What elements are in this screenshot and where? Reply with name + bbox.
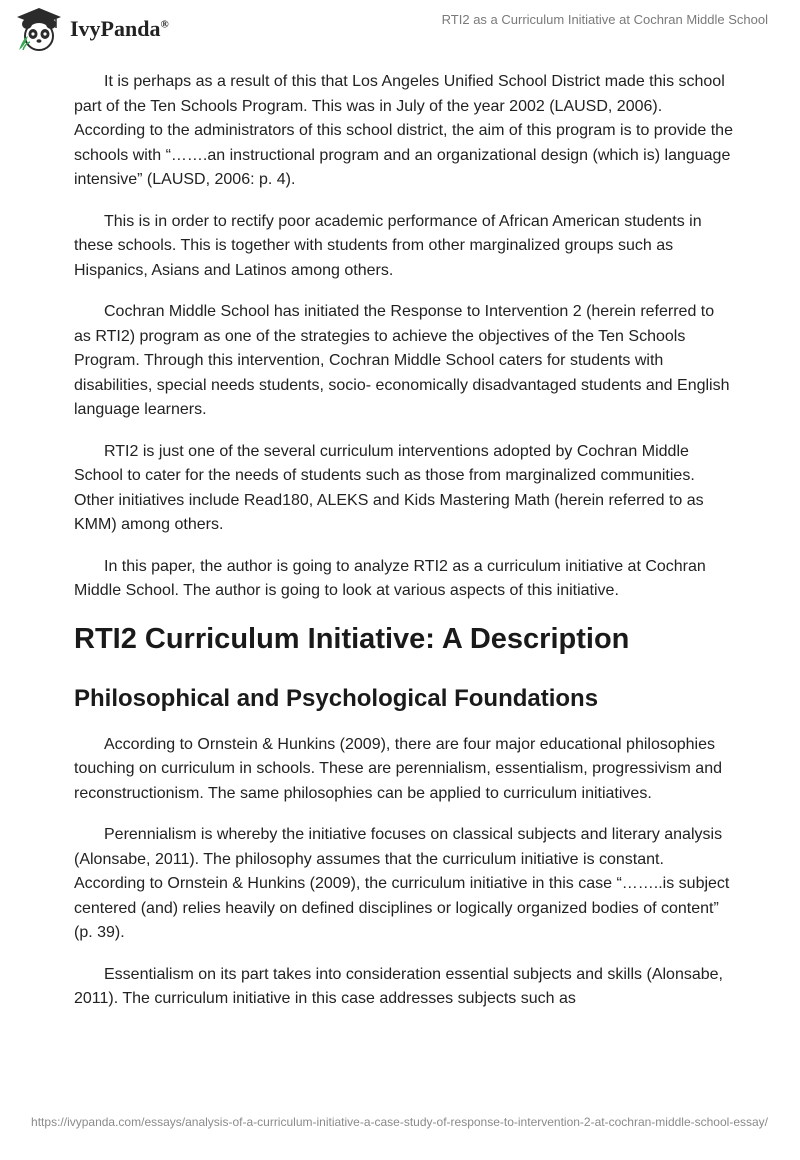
document-title: RTI2 as a Curriculum Initiative at Cochran Middle School xyxy=(441,12,768,27)
paragraph: In this paper, the author is going to analyze RTI2 as a curriculum initiative at Cochran Middle School. The author is going to look at various aspects of this initiative. xyxy=(74,557,706,599)
ivypanda-logo[interactable] xyxy=(14,6,169,52)
page-header xyxy=(0,0,800,60)
section-heading: RTI2 Curriculum Initiative: A Description xyxy=(74,622,630,655)
paragraph: RTI2 is just one of the several curriculum interventions adopted by Cochran Middle School to cater for the needs of students such as those from marginalized communities. Other initiatives include Read180, ALEKS and Kids Mastering Math (herein referred to as KMM) among others. xyxy=(74,442,704,533)
subsection-heading: Philosophical and Psychological Foundations xyxy=(74,684,599,712)
source-url-link[interactable]: https://ivypanda.com/essays/analysis-of-a-curriculum-initiative-a-case-study-of-response-to-intervention-2-at-cochran-middle-school-essay/ xyxy=(31,1115,768,1129)
paragraph: Perennialism is whereby the initiative focuses on classical subjects and literary analysis (Alonsabe, 2011). The philosophy assumes that the curriculum initiative is constant. According to Ornstein & Hunkins (2009), the curriculum initiative in this case “……..is subject centered (and) relies heavily on defined disciplines or logically organized bodies of content” (p. 39). xyxy=(74,826,730,941)
panda-logo-icon xyxy=(14,6,64,52)
brand-name: IvyPanda® xyxy=(70,16,169,41)
paragraph: This is in order to rectify poor academic performance of African American students in these schools. This is together with students from other marginalized groups such as Hispanics, Asians and Latinos among others. xyxy=(74,212,702,279)
paragraph: According to Ornstein & Hunkins (2009), there are four major educational philosophies touching on curriculum in schools. These are perennialism, essentialism, progressivism and reconstructionism. The same philosophies can be applied to curriculum initiatives. xyxy=(74,735,722,802)
essay-content xyxy=(74,70,734,1029)
paragraph: Essentialism on its part takes into consideration essential subjects and skills (Alonsabe, 2011). The curriculum initiative in this case addresses subjects such as xyxy=(74,965,723,1007)
paragraph: It is perhaps as a result of this that Los Angeles Unified School District made this school part of the Ten Schools Program. This was in July of the year 2002 (LAUSD, 2006). According to the administrators of this school district, the aim of this program is to provide the schools with “…….an instructional program and an organizational design (which is) language intensive” (LAUSD, 2006: p. 4). xyxy=(74,73,733,188)
paragraph: Cochran Middle School has initiated the Response to Intervention 2 (herein referred to as RTI2) program as one of the strategies to achieve the objectives of the Ten Schools Program. Through this intervention, Cochran Middle School caters for students with disabilities, special needs students, socio- economically disadvantaged students and English language learners. xyxy=(74,303,730,418)
